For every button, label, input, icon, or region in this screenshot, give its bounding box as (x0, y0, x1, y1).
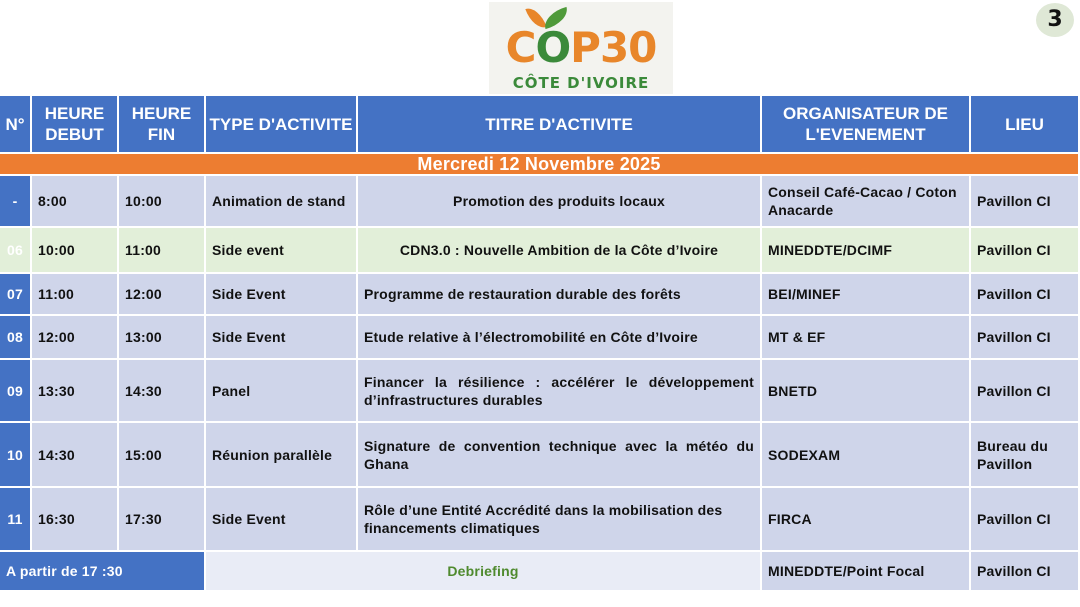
row-activity-title: Rôle d’une Entité Accrédité dans la mobilisation des financements climatiques (358, 488, 762, 552)
row-activity-title: CDN3.0 : Nouvelle Ambition de la Côte d’Ivoire (358, 228, 762, 274)
row-activity-title: Debriefing (206, 552, 762, 592)
row-start-time: 8:00 (32, 176, 119, 228)
table-row (0, 552, 1080, 592)
row-number: 08 (0, 316, 32, 360)
table-row (0, 360, 1080, 423)
row-activity-title: Programme de restauration durable des forêts (358, 274, 762, 316)
row-activity-type: Side Event (206, 274, 358, 316)
table-row (0, 423, 1080, 488)
row-organizer: FIRCA (762, 488, 971, 552)
table-row (0, 274, 1080, 316)
header-organizer: ORGANISATEUR DE L'EVENEMENT (762, 96, 971, 154)
row-end-time: 15:00 (119, 423, 206, 488)
row-organizer: MT & EF (762, 316, 971, 360)
header-number: N° (0, 96, 32, 154)
page-number: 3 (1036, 3, 1074, 37)
row-number: 07 (0, 274, 32, 316)
day-banner: Mercredi 12 Novembre 2025 (0, 154, 1080, 176)
row-start-time: 16:30 (32, 488, 119, 552)
row-organizer: MINEDDTE/Point Focal (762, 552, 971, 592)
row-activity-type: Panel (206, 360, 358, 423)
row-location: Pavillon CI (971, 228, 1080, 274)
table-row (0, 228, 1080, 274)
row-organizer: SODEXAM (762, 423, 971, 488)
row-activity-type: Side Event (206, 316, 358, 360)
row-location: Pavillon CI (971, 552, 1080, 592)
cop30-logo (489, 2, 673, 94)
row-end-time: 11:00 (119, 228, 206, 274)
row-end-time: 14:30 (119, 360, 206, 423)
row-activity-title: Etude relative à l’électromobilité en Côte d’Ivoire (358, 316, 762, 360)
row-activity-type: Side event (206, 228, 358, 274)
header-location: LIEU (971, 96, 1080, 154)
logo-subtitle: CÔTE D'IVOIRE (512, 74, 650, 92)
row-start-time: 13:30 (32, 360, 119, 423)
row-activity-title: Financer la résilience : accélérer le développement d’infrastructures durables (358, 360, 762, 423)
row-number: 11 (0, 488, 32, 552)
row-location: Pavillon CI (971, 176, 1080, 228)
row-end-time: 17:30 (119, 488, 206, 552)
row-activity-title: Promotion des produits locaux (358, 176, 762, 228)
header-activity-type: TYPE D'ACTIVITE (206, 96, 358, 154)
row-end-time: 13:00 (119, 316, 206, 360)
row-organizer: MINEDDTE/DCIMF (762, 228, 971, 274)
row-start-from: A partir de 17 :30 (0, 552, 206, 592)
row-location: Pavillon CI (971, 274, 1080, 316)
row-number: 06 (0, 228, 32, 274)
row-organizer: Conseil Café-Cacao / Coton Anacarde (762, 176, 971, 228)
row-location: Pavillon CI (971, 360, 1080, 423)
table-row (0, 316, 1080, 360)
row-end-time: 10:00 (119, 176, 206, 228)
row-activity-type: Réunion parallèle (206, 423, 358, 488)
row-organizer: BNETD (762, 360, 971, 423)
row-start-time: 10:00 (32, 228, 119, 274)
row-number: 09 (0, 360, 32, 423)
row-location: Pavillon CI (971, 316, 1080, 360)
table-row (0, 488, 1080, 552)
row-activity-type: Side Event (206, 488, 358, 552)
row-start-time: 14:30 (32, 423, 119, 488)
header-activity-title: TITRE D'ACTIVITE (358, 96, 762, 154)
header-row (0, 96, 1080, 154)
logo-main-text: COP30 (505, 23, 657, 72)
schedule-table (0, 96, 1080, 592)
row-number: 10 (0, 423, 32, 488)
row-activity-title: Signature de convention technique avec la météo du Ghana (358, 423, 762, 488)
header-end-time: HEURE FIN (119, 96, 206, 154)
row-activity-type: Animation de stand (206, 176, 358, 228)
row-start-time: 11:00 (32, 274, 119, 316)
row-end-time: 12:00 (119, 274, 206, 316)
header-start-time: HEURE DEBUT (32, 96, 119, 154)
row-location: Pavillon CI (971, 488, 1080, 552)
row-organizer: BEI/MINEF (762, 274, 971, 316)
day-row (0, 154, 1080, 176)
row-start-time: 12:00 (32, 316, 119, 360)
row-location: Bureau du Pavillon (971, 423, 1080, 488)
table-row (0, 176, 1080, 228)
row-number: - (0, 176, 32, 228)
